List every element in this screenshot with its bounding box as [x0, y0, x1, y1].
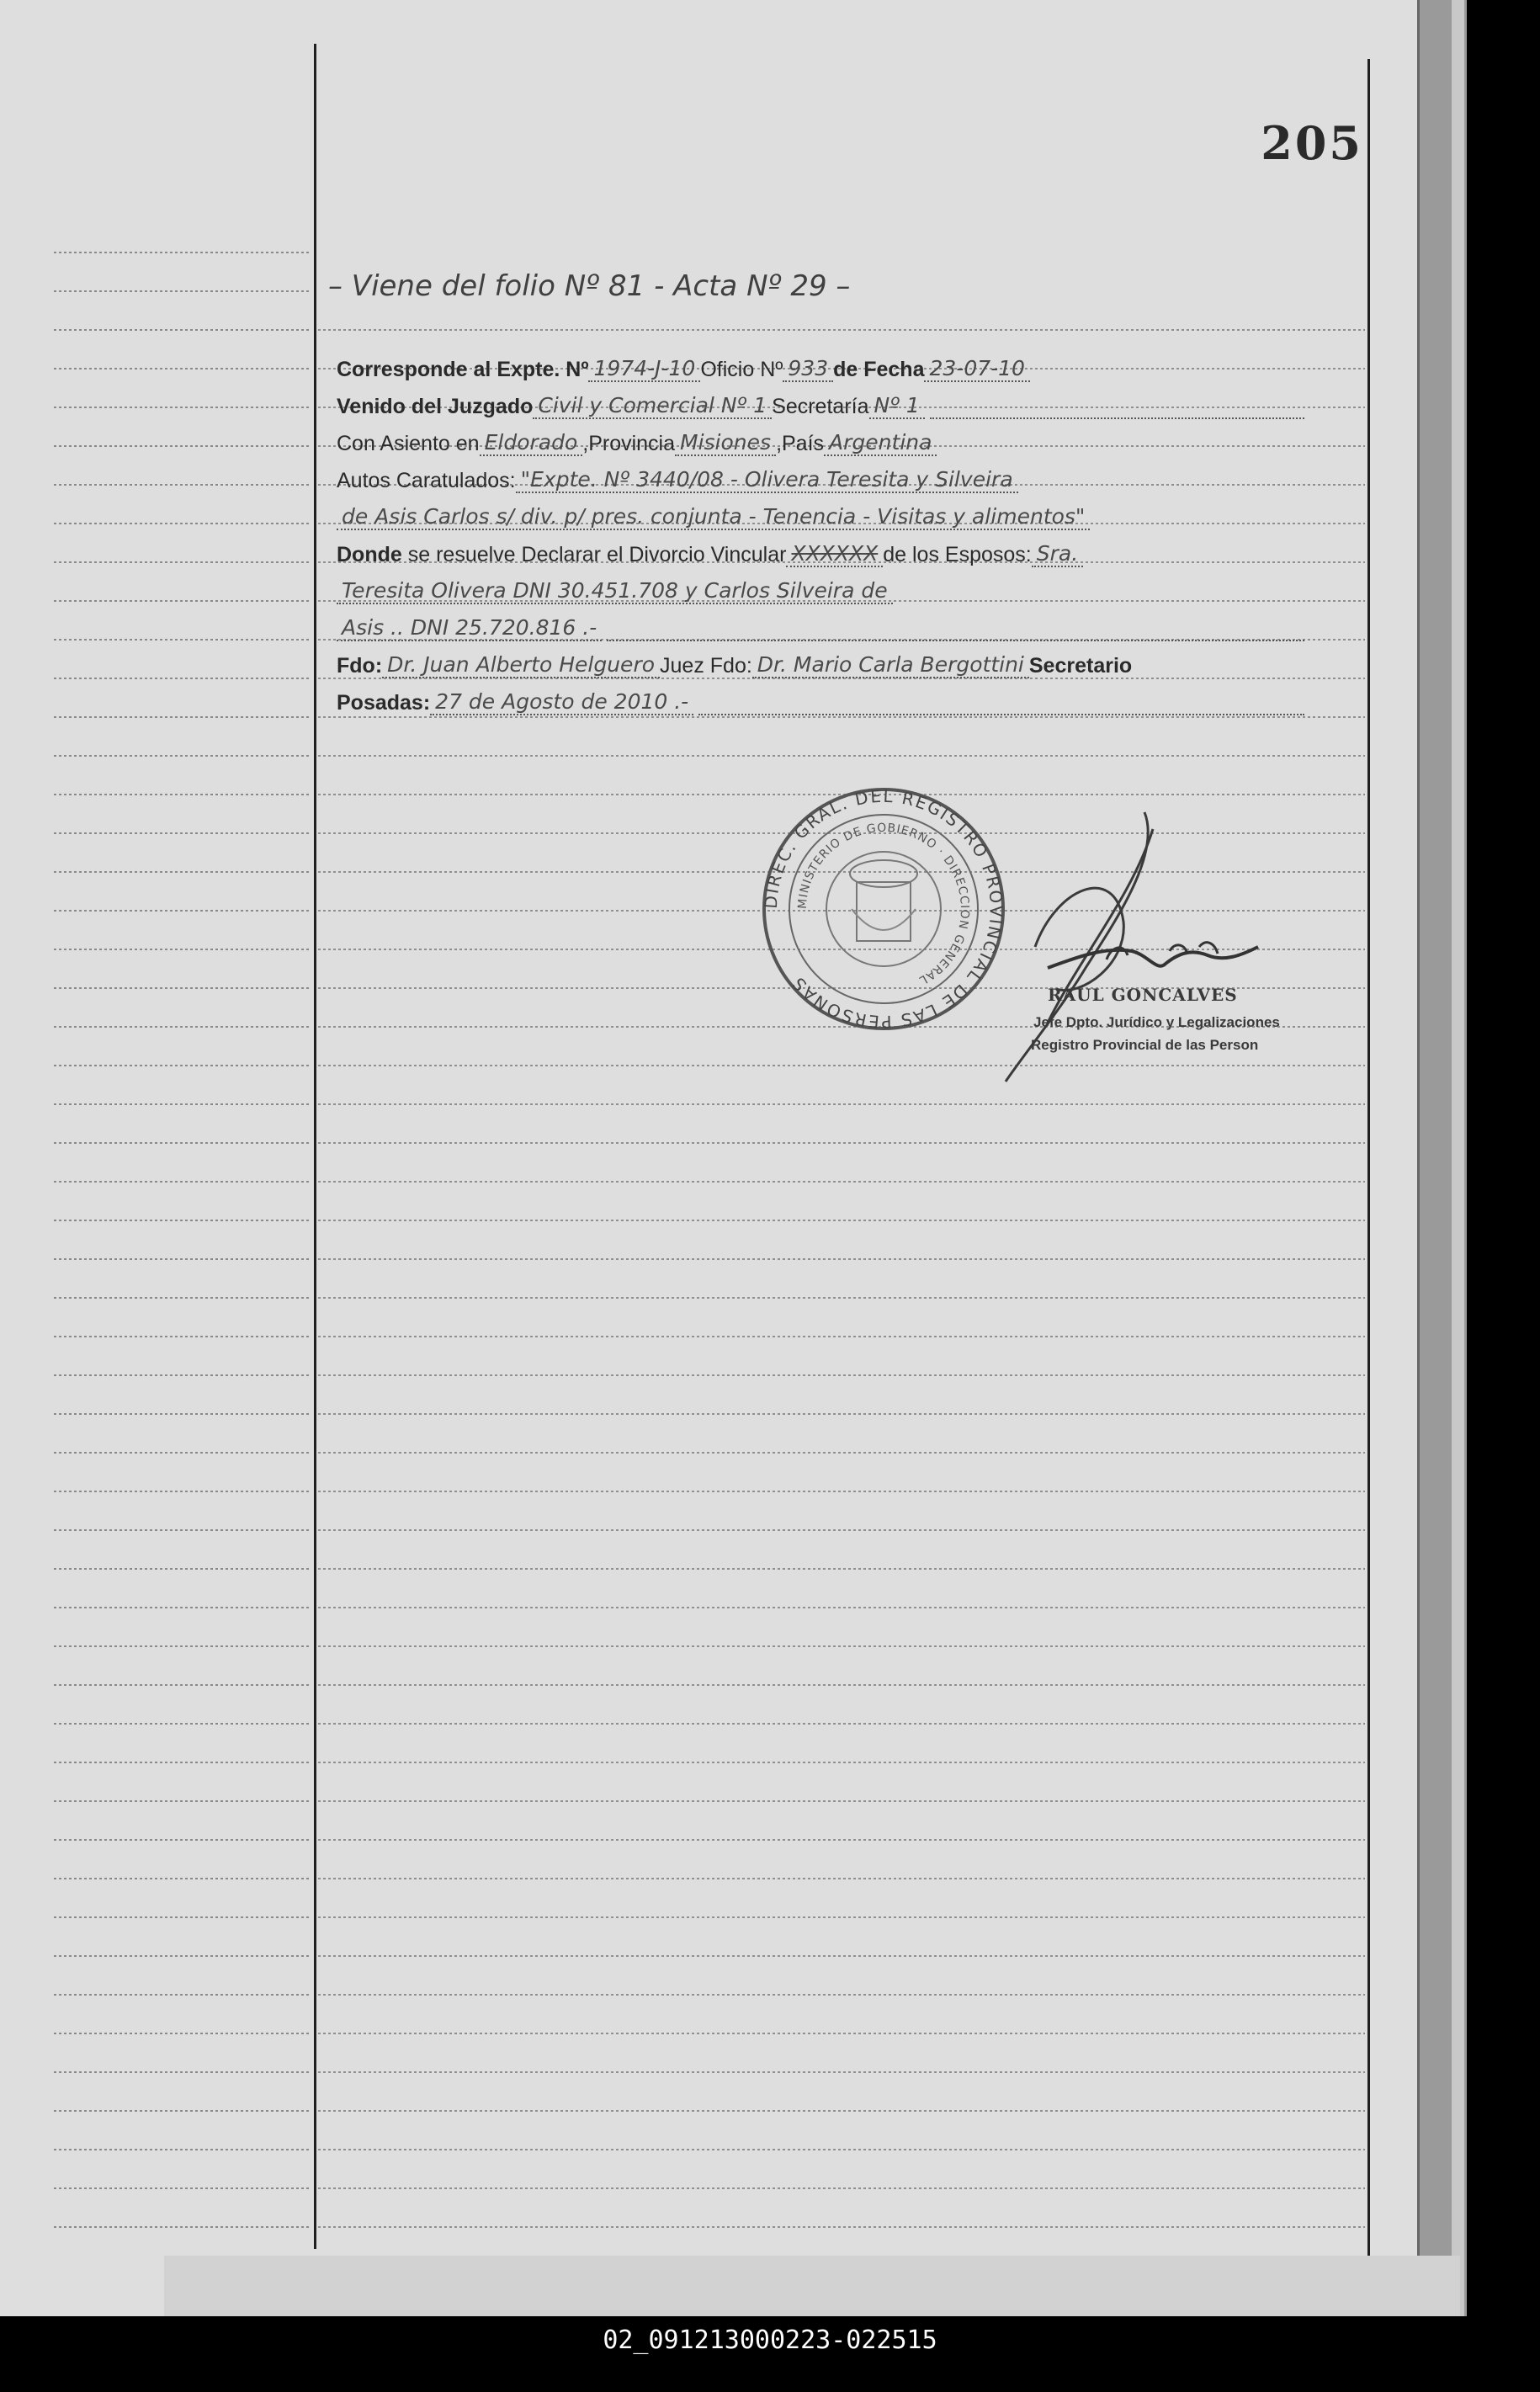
- asiento-value: Eldorado: [480, 430, 583, 456]
- provincia-label: ,Provincia: [582, 432, 676, 455]
- row-asiento: [337, 419, 1304, 456]
- donde-text: se resuelve Declarar el Divorcio Vincular: [407, 543, 787, 566]
- fdo-label: Fdo:: [337, 654, 383, 678]
- juez-value: Dr. Mario Carla Bergottini: [752, 652, 1029, 678]
- scan-file-id: 02_091213000223-022515: [603, 2326, 937, 2355]
- fecha-label: de Fecha: [833, 358, 925, 381]
- signer-office: Registro Provincial de las Person: [1031, 1037, 1259, 1053]
- venido-label: Venido del Juzgado: [337, 395, 534, 418]
- posadas-value: 27 de Agosto de 2010 .-: [430, 689, 693, 715]
- secretaria-label: Secretaría: [772, 395, 869, 418]
- official-seal: [757, 783, 1010, 1035]
- row-fdo: [337, 641, 1304, 678]
- signer-title: Jefe Dpto. Jurídico y Legalizaciones: [1033, 1014, 1280, 1030]
- fecha-value: 23-07-10: [924, 356, 1029, 382]
- row-donde: [337, 530, 1304, 567]
- esposos-value: Sra.: [1032, 541, 1083, 567]
- dotted-fill: [930, 417, 1304, 419]
- page-bottom-edge: [164, 2256, 1460, 2316]
- expte-value: 1974-J-10: [588, 356, 700, 382]
- asiento-label: Con Asiento en: [337, 432, 480, 455]
- pais-value: Argentina: [824, 430, 937, 456]
- page-number: 205: [1261, 116, 1363, 170]
- strikeout-mark: XXXXXX: [786, 541, 883, 567]
- row-posadas: [337, 678, 1304, 715]
- secretario-label: Secretario: [1028, 654, 1133, 678]
- corresponde-label: Corresponde al Expte. Nº: [337, 358, 589, 381]
- juez-label: Juez Fdo:: [660, 654, 752, 678]
- autos-value-1: "Expte. Nº 3440/08 - Olivera Teresita y Silveira: [516, 467, 1018, 493]
- oficio-label: Oficio Nº: [700, 358, 783, 381]
- esposos-label: de los Esposos:: [883, 543, 1032, 566]
- binding-edge: [1452, 0, 1464, 2316]
- autos-label: Autos Caratulados:: [337, 469, 516, 492]
- row-esposos-3: [337, 604, 1304, 641]
- signer-name: RAUL GONCALVES: [1048, 985, 1238, 1005]
- row-autos: [337, 456, 1304, 493]
- juzgado-value: Civil y Comercial Nº 1: [533, 393, 772, 419]
- esposos-line-3: Asis .. DNI 25.720.816 .-: [337, 615, 602, 641]
- posadas-label: Posadas:: [337, 691, 431, 715]
- dotted-fill: [698, 713, 1304, 715]
- viene-del-folio-note: – Viene del folio Nº 81 - Acta Nº 29 –: [328, 269, 851, 303]
- row-autos-2: [337, 493, 1304, 530]
- row-corresponde: [337, 345, 1304, 382]
- margin-rule: [314, 44, 316, 2249]
- registration-stamp-form: [337, 345, 1304, 715]
- oficio-value: 933: [783, 356, 833, 382]
- seal-inner-text: MINISTERIO DE GOBIERNO · DIRECCION GENERAL: [795, 821, 972, 988]
- secretaria-value: Nº 1: [869, 393, 925, 419]
- svg-text:MINISTERIO DE GOBIERNO · DIREC: [796, 821, 971, 987]
- dotted-fill: [607, 639, 1304, 641]
- fdo-value: Dr. Juan Alberto Helguero: [382, 652, 660, 678]
- donde-label: Donde: [337, 543, 402, 566]
- right-rule: [1367, 59, 1370, 2256]
- pais-label: ,País: [776, 432, 825, 455]
- provincia-value: Misiones: [675, 430, 776, 456]
- row-juzgado: [337, 382, 1304, 419]
- autos-value-2: de Asis Carlos s/ div. p/ pres. conjunta - Tenencia - Visitas y alimentos": [337, 504, 1090, 530]
- row-esposos-2: [337, 567, 1304, 604]
- esposos-line-2: Teresita Olivera DNI 30.451.708 y Carlos Silveira de: [337, 578, 893, 604]
- seal-outer-text: DIREC. GRAL. DEL REGISTRO PROVINCIAL DE LAS PERSONAS: [760, 785, 1007, 1033]
